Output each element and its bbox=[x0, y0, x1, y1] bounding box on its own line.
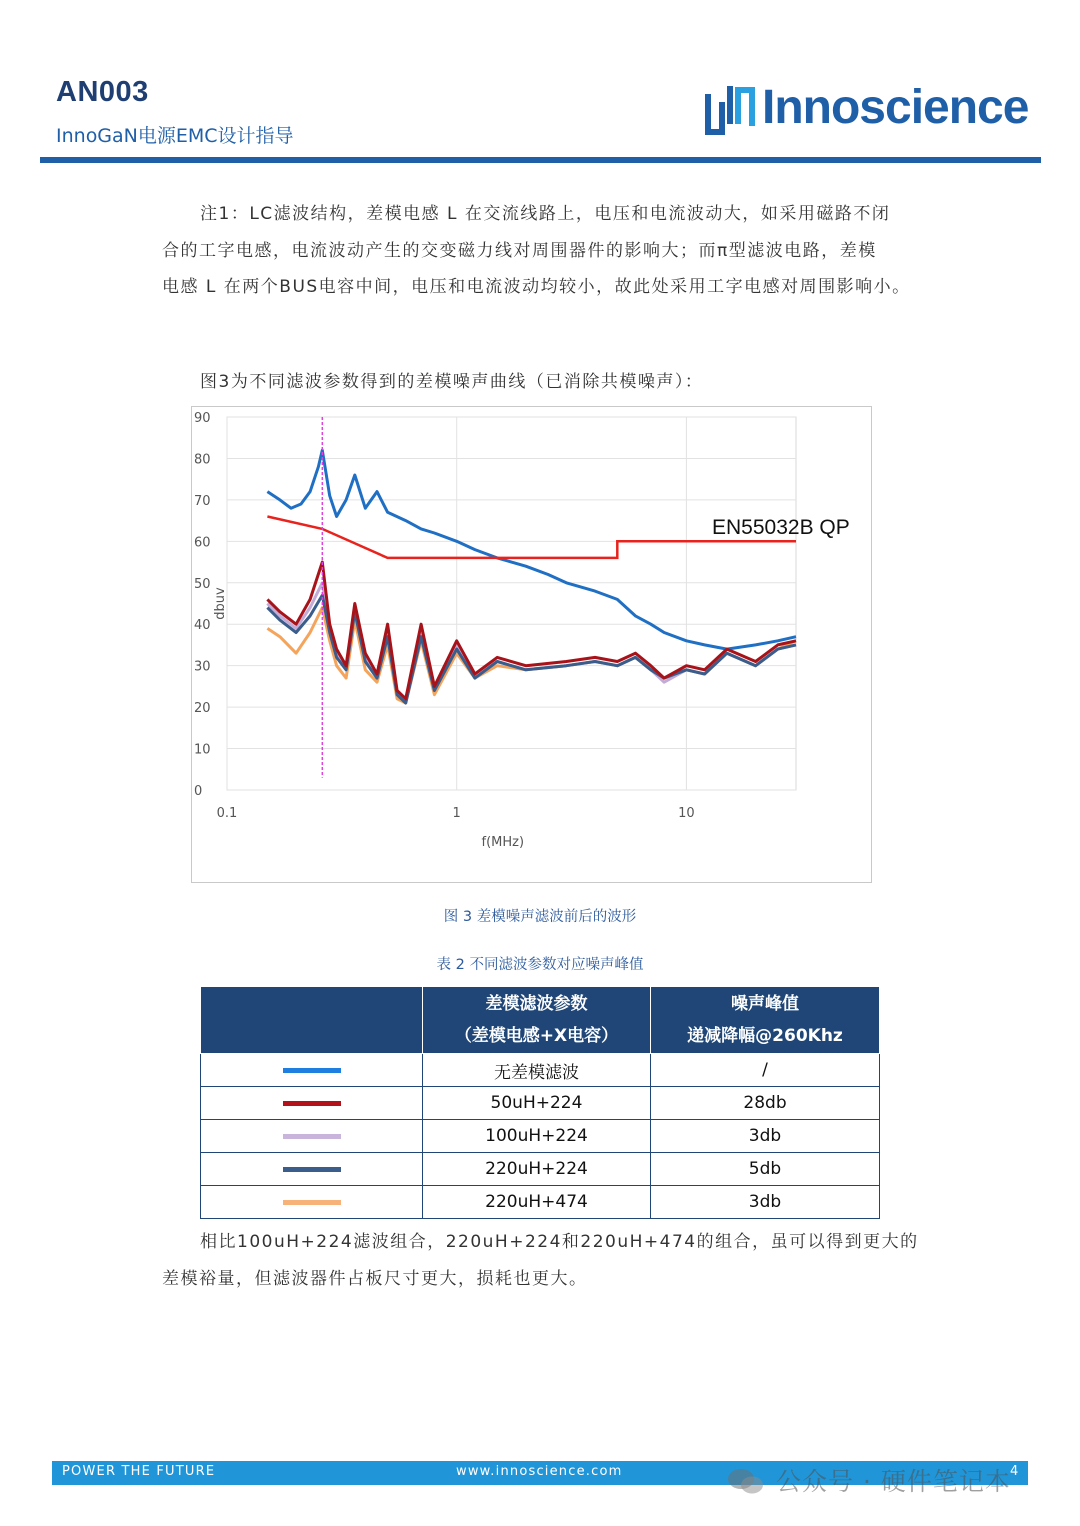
header-rule bbox=[40, 157, 1041, 163]
peak-cell: / bbox=[651, 1054, 880, 1087]
table-caption: 表 2 不同滤波参数对应噪声峰值 bbox=[436, 957, 644, 973]
table-row bbox=[201, 1120, 880, 1153]
table-header-peak bbox=[651, 987, 880, 1054]
swatch-cell bbox=[201, 1186, 423, 1219]
param-cell: 无差模滤波 bbox=[423, 1054, 651, 1087]
logo-mark-icon bbox=[704, 80, 760, 138]
summary-line: 差模裕量，但滤波器件占板尺寸更大，损耗也更大。 bbox=[162, 1268, 588, 1289]
y-tick-label: 40 bbox=[194, 618, 211, 634]
y-tick-label: 50 bbox=[194, 576, 211, 592]
footer-slogan: POWER THE FUTURE bbox=[62, 1464, 216, 1479]
figure-caption: 图 3 差模噪声滤波前后的波形 bbox=[443, 909, 637, 925]
innoscience-logo bbox=[704, 80, 1034, 142]
logo-wordmark: Innoscience bbox=[762, 81, 1029, 134]
noise-chart-svg bbox=[192, 407, 871, 882]
table-header-swatch bbox=[201, 987, 423, 1054]
param-cell: 220uH+224 bbox=[423, 1153, 651, 1186]
note-paragraph bbox=[162, 196, 922, 306]
document-code: AN003 bbox=[56, 76, 149, 108]
document-subtitle: InnoGaN电源EMC设计指导 bbox=[56, 125, 294, 147]
noise-series-line bbox=[267, 450, 796, 649]
note-line: 注1：LC滤波结构，差模电感 L 在交流线路上，电压和电流波动大，如采用磁路不闭 bbox=[200, 204, 891, 224]
table-row bbox=[201, 1153, 880, 1186]
footer-url[interactable]: www.innoscience.com bbox=[456, 1464, 623, 1479]
y-tick-label: 0 bbox=[194, 784, 203, 799]
note-line: 合的工字电感，电流波动产生的交变磁力线对周围器件的影响大；而π型滤波电路，差模 bbox=[162, 240, 877, 261]
figure-lead-text: 图3为不同滤波参数得到的差模噪声曲线（已消除共模噪声）： bbox=[200, 372, 704, 392]
param-cell: 220uH+474 bbox=[423, 1186, 651, 1219]
param-cell: 100uH+224 bbox=[423, 1120, 651, 1153]
series-color-swatch bbox=[283, 1101, 341, 1106]
y-tick-label: 90 bbox=[194, 411, 211, 426]
noise-chart bbox=[191, 406, 872, 883]
peak-cell: 3db bbox=[651, 1120, 880, 1153]
y-tick-label: 70 bbox=[194, 493, 211, 509]
y-tick-label: 30 bbox=[194, 659, 211, 675]
y-tick-label: 10 bbox=[194, 742, 211, 758]
summary-paragraph bbox=[162, 1224, 922, 1297]
header-param-title: 差模滤波参数 bbox=[485, 994, 588, 1014]
table-row bbox=[201, 1087, 880, 1120]
page-number: 4 bbox=[1010, 1464, 1020, 1479]
series-color-swatch bbox=[283, 1200, 341, 1205]
watermark-text: 公众号 · 硬件笔记本 bbox=[776, 1467, 1011, 1496]
note-line: 电感 L 在两个BUS电容中间，电压和电流波动均较小，故此处采用工字电感对周围影响小。 bbox=[162, 277, 911, 297]
wechat-icon bbox=[726, 1466, 766, 1496]
param-cell: 50uH+224 bbox=[423, 1087, 651, 1120]
filter-parameter-table bbox=[200, 986, 880, 1219]
header-param-sub: （差模电感+X电容） bbox=[454, 1026, 619, 1046]
y-tick-label: 60 bbox=[194, 535, 211, 551]
table-row bbox=[201, 1054, 880, 1087]
summary-line: 相比100uH+224滤波组合，220uH+224和220uH+474的组合，虽可以得到更大的 bbox=[200, 1232, 919, 1252]
series-color-swatch bbox=[283, 1068, 341, 1073]
header-peak-sub: 递减降幅@260Khz bbox=[687, 1026, 843, 1046]
swatch-cell bbox=[201, 1087, 423, 1120]
series-color-swatch bbox=[283, 1167, 341, 1172]
peak-cell: 28db bbox=[651, 1087, 880, 1120]
table-row bbox=[201, 1186, 880, 1219]
swatch-cell bbox=[201, 1153, 423, 1186]
table-header-row bbox=[201, 987, 880, 1054]
header-peak-title: 噪声峰值 bbox=[731, 994, 799, 1014]
table-header-param bbox=[423, 987, 651, 1054]
x-tick-label: 0.1 bbox=[216, 806, 238, 821]
x-tick-label: 10 bbox=[678, 806, 695, 821]
swatch-cell bbox=[201, 1120, 423, 1153]
y-tick-label: 20 bbox=[194, 701, 211, 717]
peak-cell: 3db bbox=[651, 1186, 880, 1219]
swatch-cell bbox=[201, 1054, 423, 1087]
limit-annotation: EN55032B QP bbox=[712, 516, 850, 539]
peak-cell: 5db bbox=[651, 1153, 880, 1186]
noise-series-line bbox=[267, 583, 796, 703]
series-color-swatch bbox=[283, 1134, 341, 1139]
y-axis-label: dbuv bbox=[213, 587, 228, 620]
x-axis-label: f(MHz) bbox=[481, 835, 525, 850]
y-tick-label: 80 bbox=[194, 452, 211, 468]
x-tick-label: 1 bbox=[452, 806, 461, 821]
noise-series-line bbox=[267, 595, 796, 703]
